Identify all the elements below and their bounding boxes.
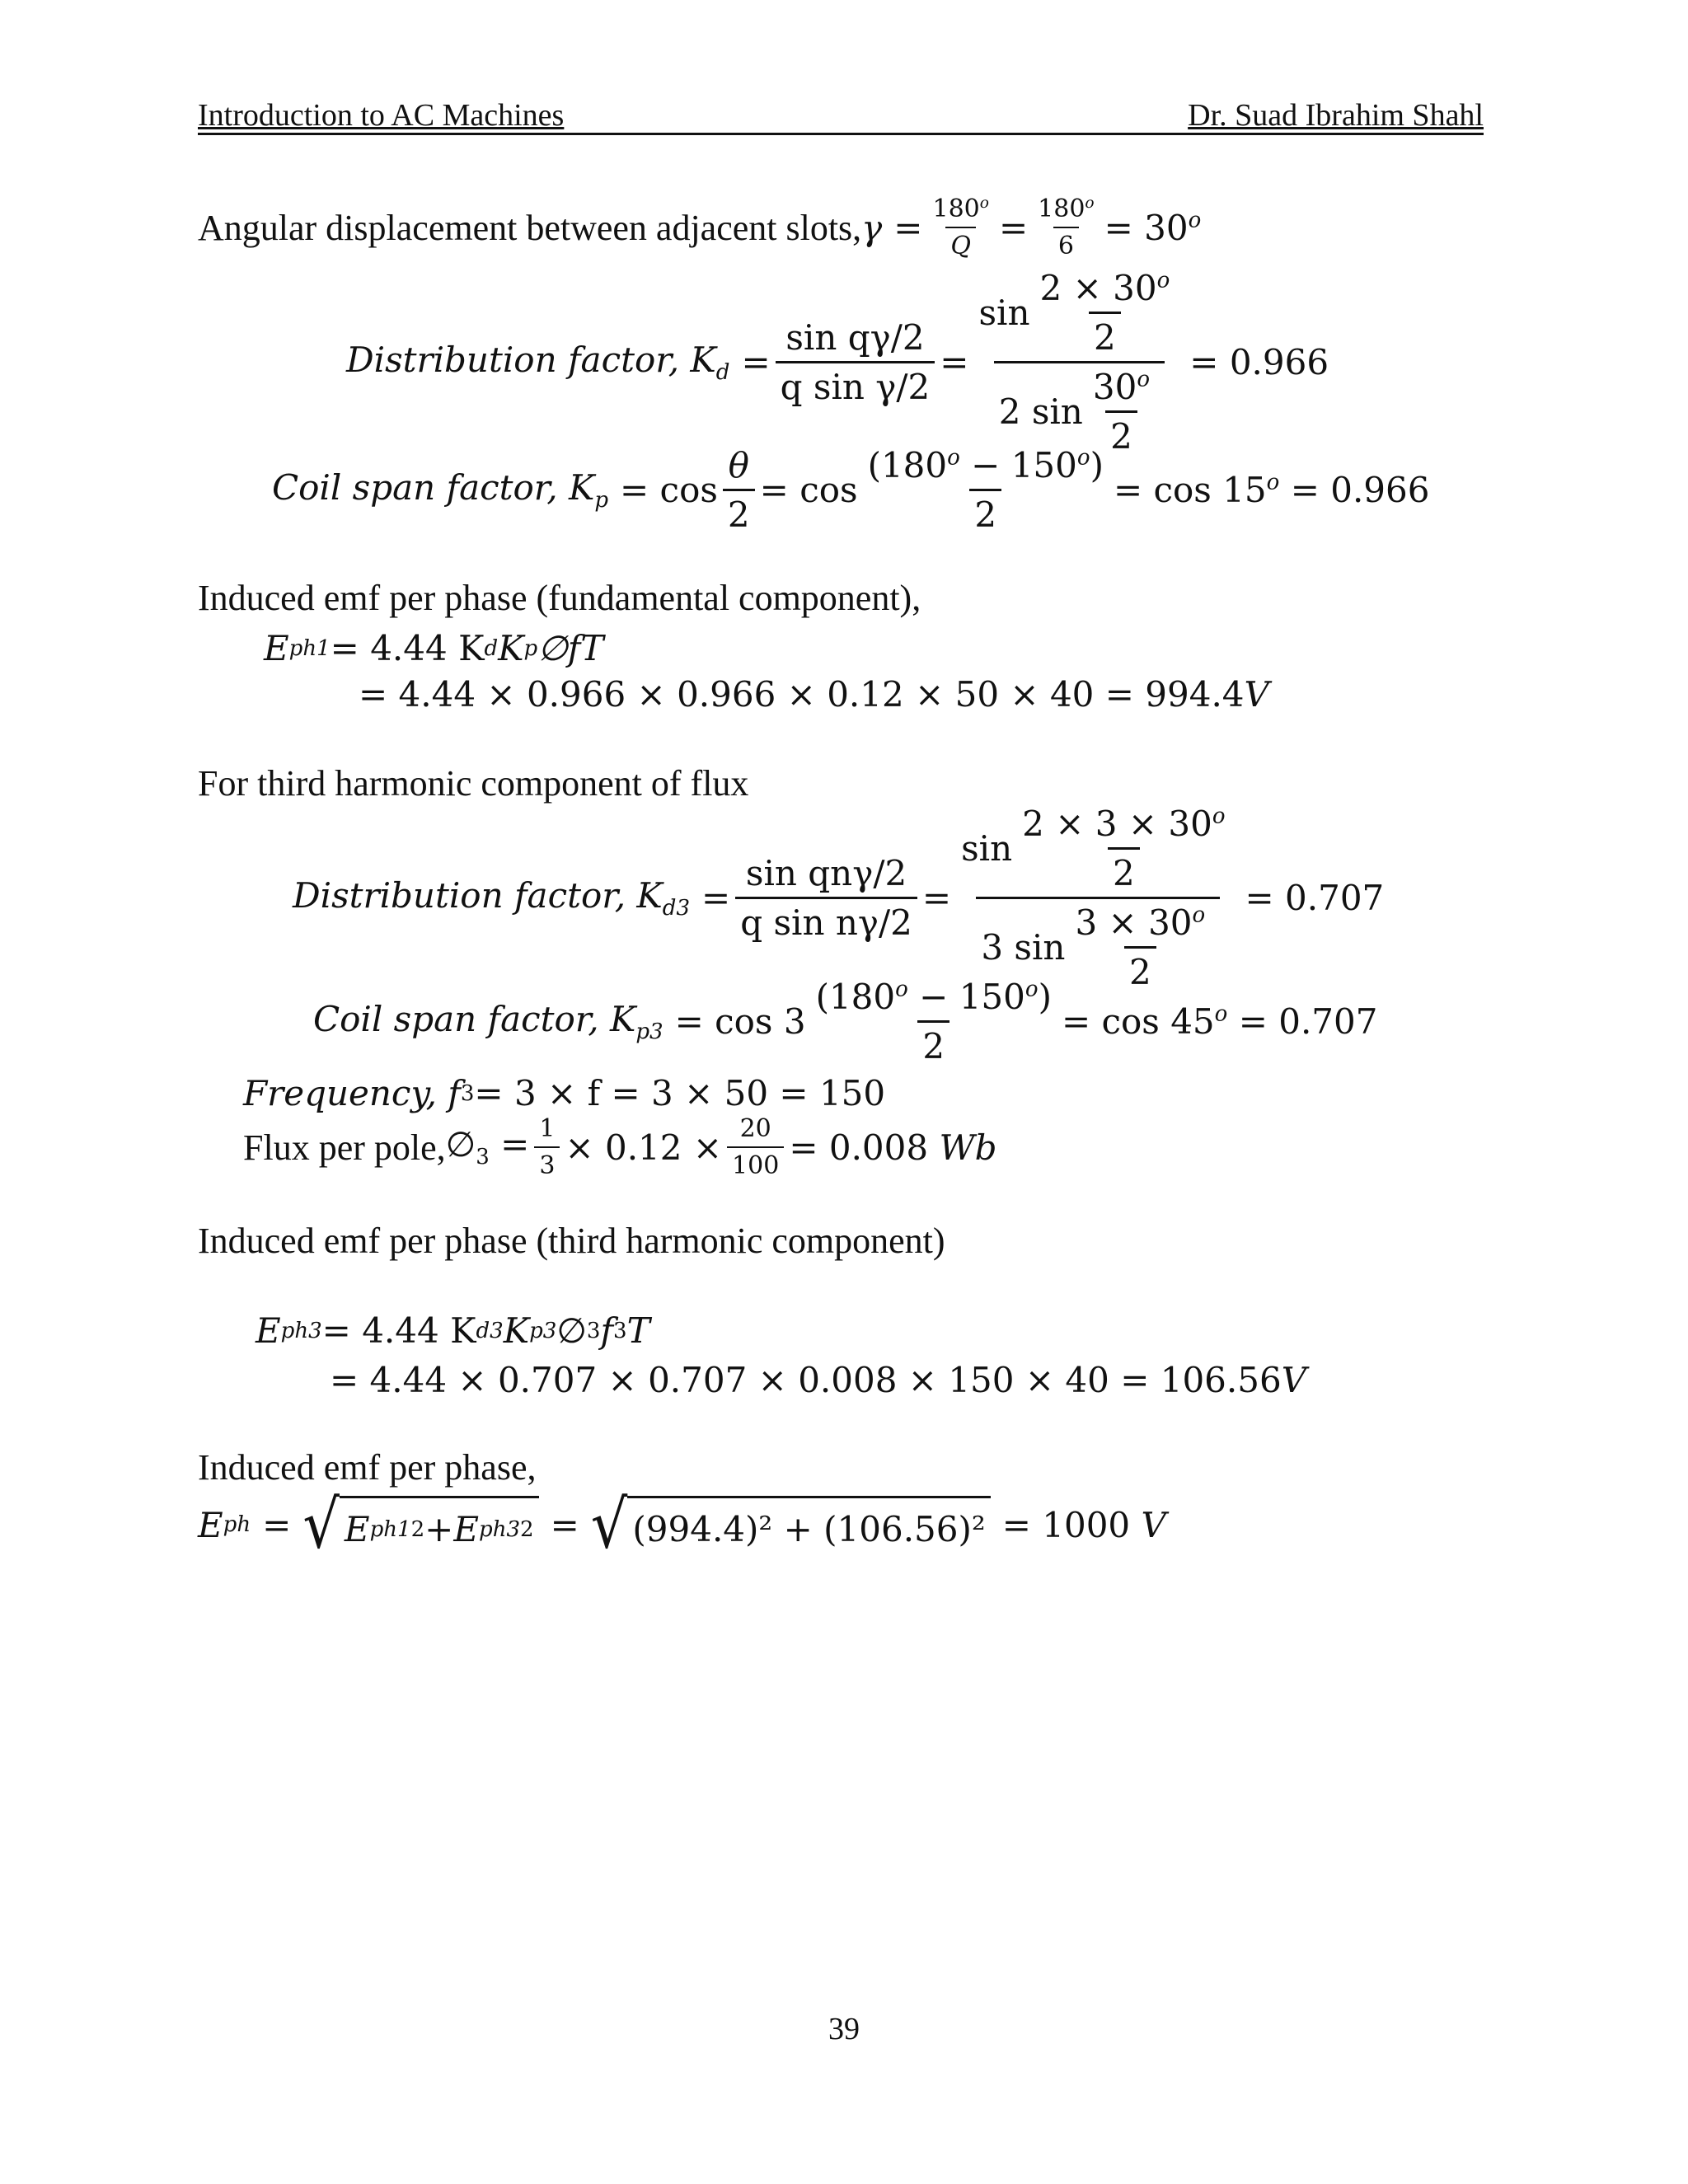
coil-span-factor-3-line: Coil span factor, $K_{p3}$ = cos 3 $\frac{(180^o - 150^o)}{2}$ = $\cos 45^o = 0.707$ xyxy=(313,977,1378,1066)
sqrt-numeric: √ (994.4)² + (106.56)² xyxy=(591,1496,991,1554)
angular-displacement-line: Angular displacement between adjacent slots, γ = $\frac{180^o}{Q}$ = $\frac{180^o}{6}$ = $30^o$ xyxy=(198,194,1202,261)
kp-result: = $\cos 15^o = 0.966$ xyxy=(1113,470,1430,510)
fraction-180-over-q: $\frac{180^o}{Q}$ xyxy=(932,194,989,261)
fraction-1-over-3: $\frac{1}{3}$ xyxy=(534,1114,560,1180)
fraction-180-over-6: $\frac{180^o}{6}$ xyxy=(1038,194,1095,261)
gamma-symbol: γ xyxy=(861,207,883,248)
emf-total-result: = 1000 V xyxy=(1001,1504,1166,1545)
kp3-angle-fraction: $\frac{(180^o - 150^o)}{2}$ xyxy=(815,977,1052,1066)
distribution-factor-line: Distribution factor, $K_d$ = $\frac{\text{sin qγ/2}}{\text{q sin γ/2}}$ = sin $\frac{2 \times 30^o}{2}$ 2 sin $\frac{30^o}{2}$ = 0.966 xyxy=(346,268,1329,457)
kd3-numeric-fraction: sin $\frac{2 \times 3 \times 30^o}{2}$ 3 sin $\frac{3 \times 30^o}{2}$ xyxy=(961,804,1226,992)
sqrt-symbolic: √ E ph1 2 + E ph3 2 xyxy=(302,1496,538,1554)
flux-symbol: $\emptyset_3$ = xyxy=(445,1124,530,1170)
kd-numeric-fraction: sin $\frac{2 \times 30^o}{2}$ 2 sin $\frac{30^o}{2}$ xyxy=(978,268,1170,457)
kp-label: Coil span factor, $K_p$ xyxy=(272,466,609,513)
kd-label: Distribution factor, $K_d$ xyxy=(346,339,730,386)
emf1-intro: Induced emf per phase (fundamental component), xyxy=(198,578,921,618)
emf3-intro: Induced emf per phase (third harmonic component) xyxy=(198,1221,945,1261)
emf-intro: Induced emf per phase, xyxy=(198,1447,537,1488)
distribution-factor-3-line: Distribution factor, $K_{d3}$ = $\frac{\text{sin qnγ/2}}{\text{q sin nγ/2}}$ = sin $\frac{2 \times 3 \times 30^o}{2}$ 3 sin $\frac{3 \times 30^o}{2}$ = 0.707 xyxy=(293,804,1385,992)
kd3-fraction: $\frac{\text{sin qnγ/2}}{\text{q sin nγ/2}}$ xyxy=(735,853,917,943)
kp-angle-fraction: $\frac{(180^o - 150^o)}{2}$ xyxy=(867,445,1104,535)
emf1-formula: E ph1 = 4.44 K d K p ∅fT xyxy=(264,628,604,668)
coil-span-factor-line: Coil span factor, $K_p$ = cos $\frac{\theta}{2}$ = cos $\frac{(180^o - 150^o)}{2}$ = $\cos 15^o = 0.966$ xyxy=(272,445,1430,535)
flux-result: = 0.008 Wb xyxy=(789,1127,997,1168)
emf3-calculation: = 4.44 × 0.707 × 0.707 × 0.008 × 150 × 40 = 106.56 V xyxy=(330,1360,1307,1400)
header-rule xyxy=(198,133,1484,135)
third-harmonic-intro: For third harmonic component of flux xyxy=(198,763,749,804)
flux-per-pole-line: Flux per pole, $\emptyset_3$ = $\frac{1}{3}$ × 0.12 × $\frac{20}{100}$ = 0.008 Wb xyxy=(243,1114,997,1180)
emf1-calculation: = 4.44 × 0.966 × 0.966 × 0.12 × 50 × 40 = 994.4 V xyxy=(359,674,1269,715)
emf3-formula: E ph3 = 4.44 K d3 K p3 ∅ 3 f 3 T xyxy=(256,1310,650,1351)
page-number: 39 xyxy=(828,2012,860,2046)
kd-fraction: $\frac{\text{sin qγ/2}}{\text{q sin γ/2}}$ xyxy=(776,317,935,407)
theta-over-2: $\frac{\theta}{2}$ xyxy=(723,445,755,535)
angular-result: = $30^o$ xyxy=(1104,207,1202,248)
kd-result: = 0.966 xyxy=(1189,342,1329,382)
kd3-label: Distribution factor, $K_{d3}$ xyxy=(293,874,691,921)
emf-total-formula: E ph = √ E ph1 2 + E ph3 2 = √ (994.4)² + (106.56)² = 1000 V xyxy=(198,1485,1166,1564)
angular-text: Angular displacement between adjacent slots, xyxy=(198,207,862,248)
kd3-result: = 0.707 xyxy=(1245,878,1385,918)
kp3-result: = $\cos 45^o = 0.707$ xyxy=(1061,1001,1378,1042)
fraction-20-over-100: $\frac{20}{100}$ xyxy=(727,1114,784,1180)
header-left: Introduction to AC Machines xyxy=(198,98,565,133)
header-right: Dr. Suad Ibrahim Shahl xyxy=(1188,98,1484,133)
equals: = xyxy=(893,207,923,248)
frequency-line: Frequency, f 3 = 3 × f = 3 × 50 = 150 xyxy=(243,1073,886,1113)
kp3-label: Coil span factor, $K_{p3}$ xyxy=(313,998,663,1045)
